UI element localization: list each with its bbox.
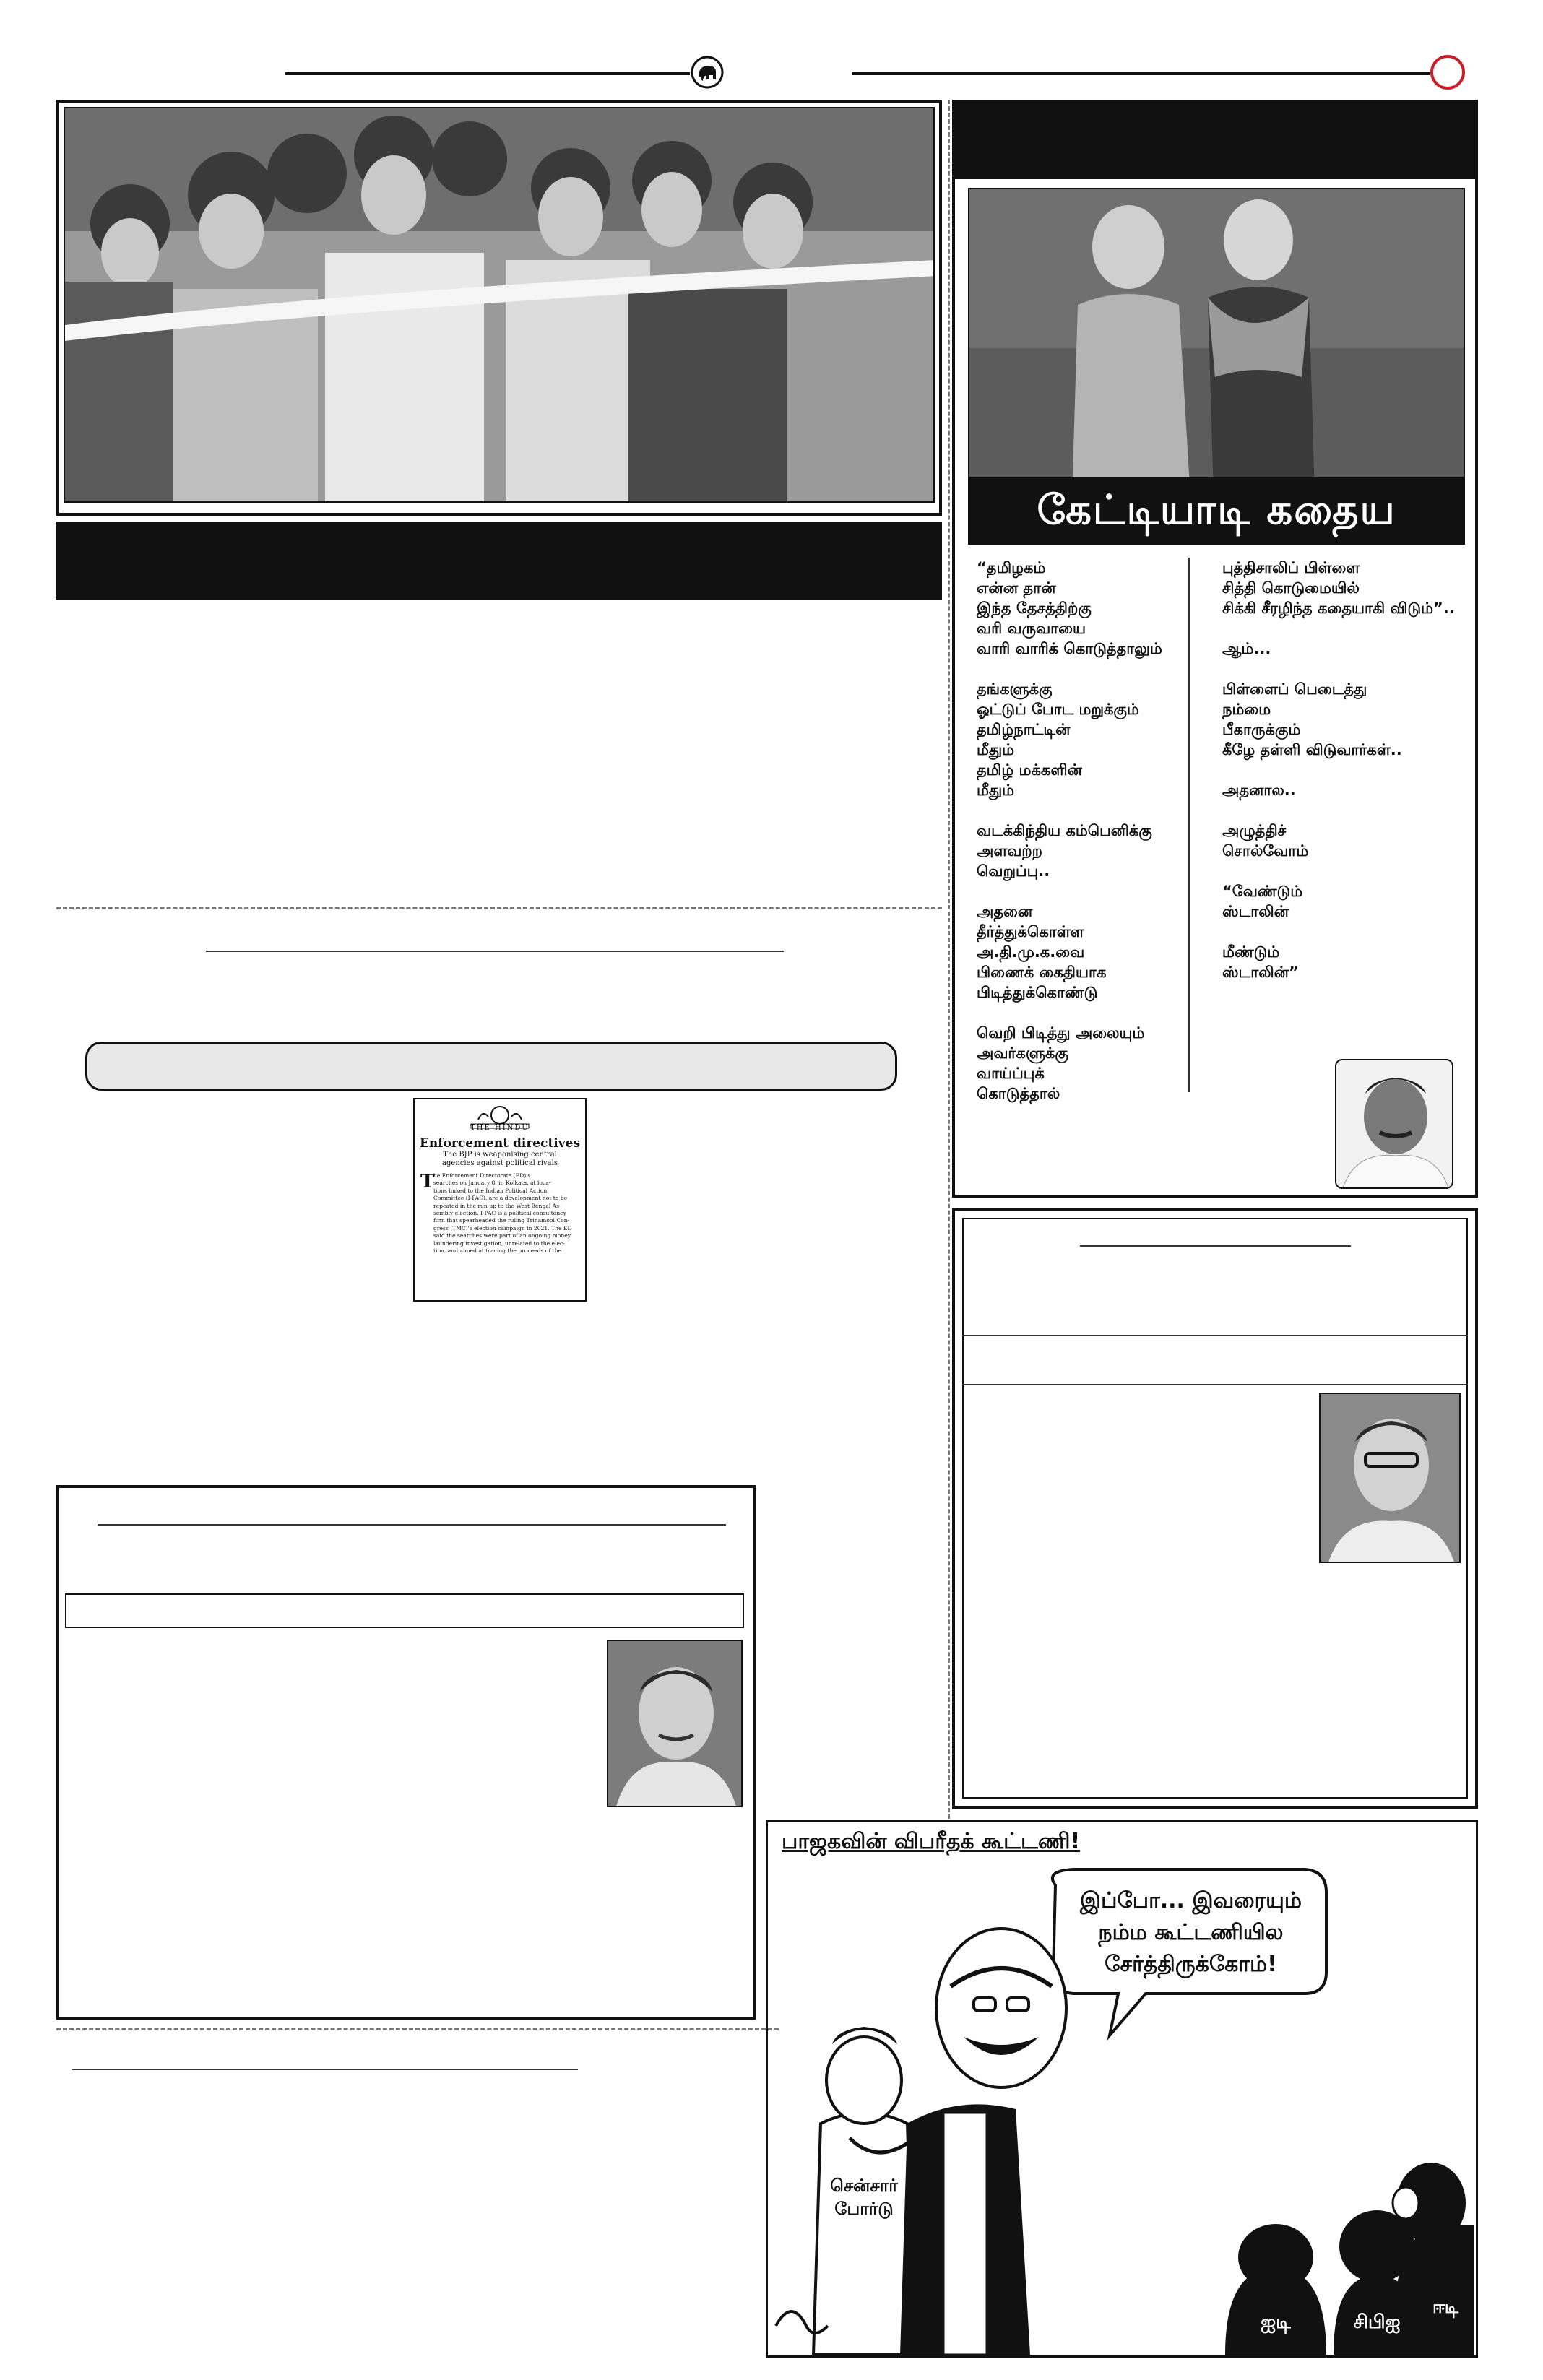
clipping-body-line: sembly election. I-PAC is a political consultancy (433, 1210, 566, 1217)
clipping-body-line: searches on January 8, in Kolkata, at loca- (433, 1180, 551, 1187)
clipping-body-line: firm that spearheaded the ruling Trinamool Con- (433, 1217, 570, 1224)
poem-left-line: அவர்களுக்கு (977, 1044, 1068, 1062)
cartoon-title: பாஜகவின் விபரீதக் கூட்டணி! (782, 1829, 1081, 1854)
shirt-label-line-2: போர்டு (834, 2199, 894, 2219)
poem-right-gap (1222, 861, 1468, 881)
agency-label-ed: ஈடி (1432, 2297, 1459, 2317)
poem-left-gap (977, 881, 1186, 901)
right-article-divider-2 (962, 1384, 1468, 1385)
poem-left-line: அளவற்ற (977, 842, 1042, 860)
poem-right-line: ஸ்டாலின் (1222, 903, 1289, 920)
section-underline-1 (206, 951, 784, 952)
headline-bar-left (56, 522, 942, 600)
header-rule-left (285, 72, 690, 75)
portrait-photo-2 (1335, 1059, 1453, 1189)
shirt-label-line-1: சென்சார் (830, 2176, 898, 2196)
speech-line-1: இப்போ... இவரையும் (1079, 1888, 1302, 1913)
section-underline-2 (72, 2069, 578, 2070)
clipping-body-line: gress (TMC)'s election campaign in 2021. The ED (433, 1224, 572, 1232)
poem-right-line: ஸ்டாலின்” (1222, 964, 1299, 981)
agency-label-it: ஐடி (1261, 2311, 1291, 2333)
right-article-title-rule (1080, 1245, 1351, 1247)
speech-line-3: சேர்த்திருக்கோம்! (1105, 1952, 1277, 1977)
shirt-label (813, 2174, 915, 2220)
poem-left-line: வெறி பிடித்து அலையும் (977, 1024, 1145, 1042)
cartoon-speech-text (1055, 1885, 1326, 1981)
poem-left-line: பிணைக் கைதியாக (977, 964, 1107, 981)
poem-left-line: பிடித்துக்கொண்டு (977, 984, 1098, 1001)
clipping-subhead: The BJP is weaponising central agencies against political rivals (442, 1151, 558, 1167)
dashed-separator-1 (56, 907, 942, 909)
poem-left-line: மீதும் (977, 782, 1015, 799)
poem-right-gap (1222, 618, 1468, 639)
ribbon-cutting-photo (64, 107, 935, 503)
poem-right-line: பீகாருக்கும் (1222, 721, 1301, 738)
highlight-pill (85, 1042, 897, 1091)
poem-left-line: கொடுத்தால் (977, 1085, 1060, 1102)
clipping-body-line: said the searches were part of an ongoing money (433, 1232, 571, 1239)
article-title-rule (98, 1524, 726, 1526)
poem-right-gap (1222, 922, 1468, 942)
clipping-headline: Enforcement directives (419, 1136, 581, 1151)
poem-right-gap (1222, 760, 1468, 780)
poem-left-line: “தமிழகம் (977, 559, 1046, 576)
poem-left-gap (977, 659, 1186, 679)
poem-panel-header-bar (952, 100, 1478, 179)
poem-left-line: வாரி வாரிக் கொடுத்தாலும் (977, 640, 1162, 657)
clipping-body (420, 1172, 579, 1255)
poem-right-line: ஆம்... (1222, 640, 1271, 657)
poem-right-line: அழுத்திச் (1222, 822, 1287, 839)
poem-right-line: மீண்டும் (1222, 943, 1280, 961)
cartoon-drawing (770, 1864, 1474, 2355)
poem-left-line: என்ன தான் (977, 579, 1056, 597)
poem-left-line: வடக்கிந்திய கம்பெனிக்கு (977, 822, 1152, 839)
clipping-body-line: laundering investigation, unrelated to the elec- (433, 1239, 565, 1247)
poem-left-line: தீர்த்துக்கொள்ள (977, 923, 1084, 940)
right-article-divider-1 (962, 1335, 1468, 1336)
poem-left-gap (977, 800, 1186, 821)
poem-left-line: வரி வருவாயை (977, 620, 1086, 637)
poem-image-caption: கேட்டியாடி கதைய (1037, 487, 1396, 534)
clipping-body-line: tion, and aimed at tracing the proceeds of the (433, 1247, 561, 1255)
poem-left-line: அ.தி.மு.க.வை (977, 943, 1085, 961)
poem-right-line: சிக்கி சீரழிந்த கதையாகி விடும்”.. (1222, 600, 1455, 617)
header-rule-right (852, 72, 1430, 75)
clipping-body-line: tions linked to the Indian Political Action (433, 1187, 548, 1194)
dashed-separator-2 (56, 2028, 779, 2030)
poem-left-line: அதனை (977, 903, 1033, 920)
agency-label-cbi: சிபிஐ (1353, 2311, 1401, 2333)
poem-column-divider (1188, 558, 1190, 1092)
portrait-photo-1 (607, 1640, 743, 1807)
poem-right-line: சொல்வோம் (1222, 842, 1309, 860)
clipping-dropcap: T (420, 1171, 435, 1193)
poem-left-line: மீதும் (977, 741, 1015, 758)
newspaper-clipping (413, 1098, 587, 1302)
poem-right-gap (1222, 659, 1468, 679)
poem-right-gap (1222, 800, 1468, 821)
speech-line-2: நம்ம கூட்டணியில (1098, 1920, 1284, 1945)
clipping-body-line: he Enforcement Directorate (ED)'s (433, 1172, 531, 1179)
poem-right-column (1222, 558, 1468, 982)
column-divider (948, 100, 950, 1819)
poem-left-line: வாய்ப்புக் (977, 1065, 1045, 1082)
poem-right-line: பிள்ளைப் பெடைத்து (1222, 680, 1367, 698)
poem-left-line: தமிழ்நாட்டின் (977, 721, 1071, 738)
clipping-body-line: repeated in the run-up to the West Bengal As- (433, 1202, 561, 1209)
poem-right-line: “வேண்டும் (1222, 883, 1303, 900)
poem-right-line: கீழே தள்ளி விடுவார்கள்.. (1222, 741, 1402, 758)
poem-left-column (977, 558, 1186, 1104)
poem-right-line: அதனால.. (1222, 782, 1296, 799)
poem-image-caption-bar (968, 477, 1465, 545)
elephant-emblem-icon (690, 55, 725, 90)
poem-left-line: தமிழ் மக்களின் (977, 761, 1082, 779)
poem-left-gap (977, 1003, 1186, 1023)
clipping-masthead: THE HINDU (470, 1124, 530, 1132)
page-number-badge (1430, 55, 1465, 90)
article-subtitle-box (65, 1593, 744, 1628)
portrait-photo-3 (1319, 1393, 1461, 1563)
poem-left-line: இந்த தேசத்திற்கு (977, 600, 1092, 617)
poem-right-line: சித்தி கொடுமையில் (1222, 579, 1360, 597)
clipping-body-line: Committee (I-PAC), are a development not to be (433, 1195, 568, 1202)
poem-left-line: தங்களுக்கு (977, 680, 1053, 698)
poem-right-line: நம்மை (1222, 701, 1271, 718)
poem-left-line: வெறுப்பு.. (977, 862, 1050, 880)
poem-left-line: ஓட்டுப் போட மறுக்கும் (977, 701, 1139, 718)
poem-right-line: புத்திசாலிப் பிள்ளை (1222, 559, 1360, 576)
